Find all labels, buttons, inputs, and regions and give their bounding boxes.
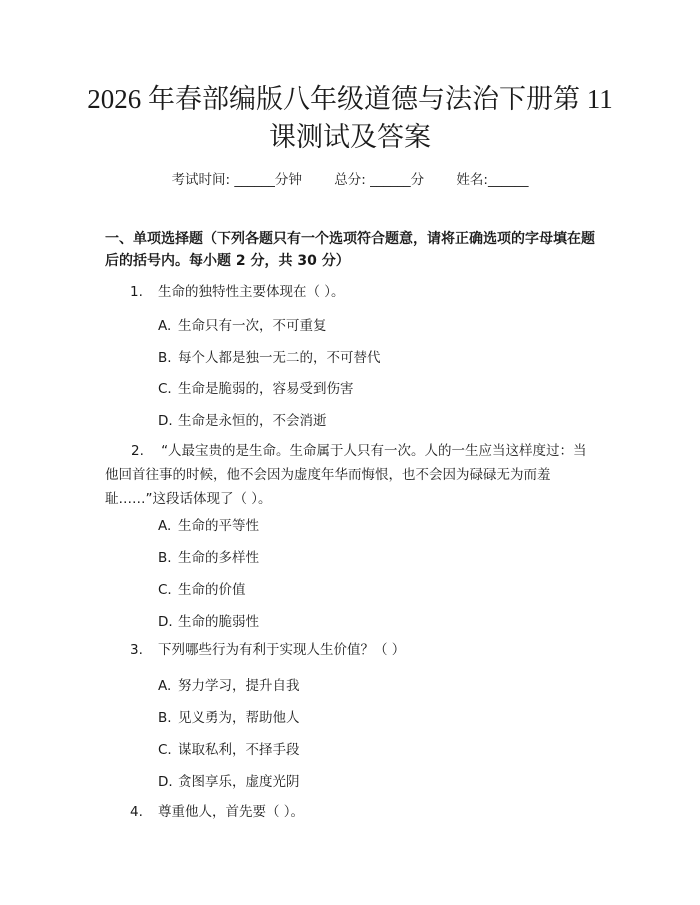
score-blank: ______ [370,172,411,188]
option-letter: A. [158,518,172,534]
option-letter: D. [158,774,173,790]
option-2a [158,514,259,534]
option-text: 生命是脆弱的，容易受到伤害 [178,381,354,397]
question-1 [130,281,345,303]
option-1d [158,409,327,429]
option-2b [158,546,259,566]
time-unit: 分钟 [274,172,302,188]
option-text: 努力学习，提升自我 [178,678,300,694]
option-letter: A. [158,678,172,694]
time-blank: ______ [234,172,275,188]
question-number: 3. [130,642,143,658]
option-2d [158,610,259,630]
option-text: 生命的平等性 [178,518,259,534]
question-text: 生命的独特性主要体现在（ ）。 [158,284,345,300]
exam-time [172,168,302,188]
question-3 [130,639,405,661]
option-letter: D. [158,413,173,429]
title-line-1: 2026 年春部编版八年级道德与法治下册第 11 [87,84,613,114]
student-name [456,168,528,188]
option-text: 生命只有一次，不可重复 [178,318,327,334]
question-text: 下列哪些行为有利于实现人生价值？（ ） [158,642,406,658]
question-text: “人最宝贵的是生命。生命属于人只有一次。人的一生应当这样度过：当他回首往事的时候，他不会因为虚度年华而悔恨，也不会因为碌碌无为而羞耻……”这段话体现了（ ）。 [105,443,587,507]
page-title [0,80,700,156]
time-label: 考试时间: [171,172,231,188]
option-1b [158,346,381,366]
score-unit: 分 [410,172,425,188]
option-letter: C. [158,742,172,758]
question-number: 4. [130,804,143,820]
option-text: 谋取私利，不择手段 [178,742,300,758]
option-3b [158,706,300,726]
option-letter: D. [158,614,173,630]
option-text: 贪图享乐，虚度光阴 [178,774,300,790]
name-label: 姓名: [456,172,488,188]
option-1a [158,314,327,334]
option-letter: C. [158,381,172,397]
option-letter: C. [158,582,172,598]
option-text: 见义勇为，帮助他人 [178,710,300,726]
option-3a [158,674,300,694]
option-letter: B. [158,710,172,726]
option-3c [158,738,300,758]
name-blank: ______ [487,172,529,188]
question-number: 2. [131,443,144,459]
title-line-2: 课测试及答案 [269,122,431,152]
option-2c [158,578,246,598]
option-1c [158,377,354,397]
option-3d [158,770,300,790]
question-number: 1. [130,284,143,300]
option-text: 生命是永恒的，不会消逝 [178,413,327,429]
option-text: 生命的价值 [178,582,246,598]
exam-info [0,168,700,188]
section-heading: 一、单项选择题（下列各题只有一个选项符合题意，请将正确选项的字母填在题后的括号内。每小题 2 分，共 30 分） [105,231,595,269]
total-score [334,168,424,188]
question-4 [130,801,304,823]
option-text: 生命的脆弱性 [178,614,259,630]
option-letter: B. [158,550,172,566]
score-label: 总分: [334,172,366,188]
question-text: 尊重他人，首先要（ ）。 [158,804,305,820]
option-letter: A. [158,318,172,334]
option-letter: B. [158,350,172,366]
question-2 [105,439,600,511]
option-text: 每个人都是独一无二的，不可替代 [178,350,381,366]
option-text: 生命的多样性 [178,550,259,566]
